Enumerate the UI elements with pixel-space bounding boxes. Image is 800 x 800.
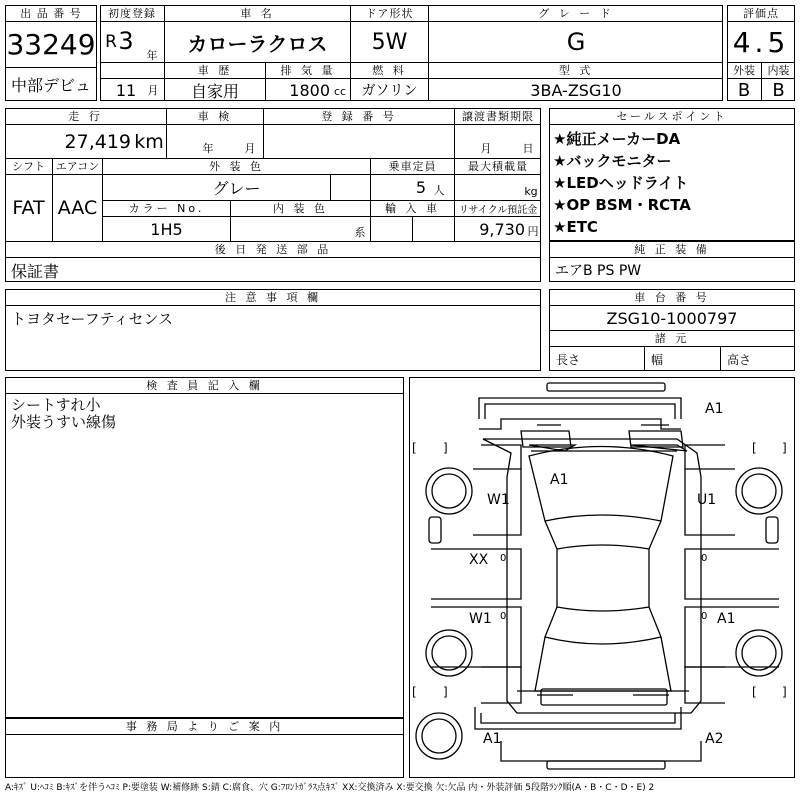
transfer-label: 譲渡書類期限 bbox=[462, 110, 534, 123]
exterior-grade: B bbox=[737, 79, 751, 101]
month-no: 11 bbox=[115, 80, 137, 100]
width-label: 幅 bbox=[651, 352, 664, 367]
mark-front-bumper: A1 bbox=[705, 401, 724, 417]
inspector-line: 外装うすい線傷 bbox=[11, 413, 117, 431]
color-no: 1H5 bbox=[150, 219, 183, 239]
mileage-label: 走 行 bbox=[68, 110, 103, 123]
history: 自家用 bbox=[190, 81, 239, 101]
bracket-left: [ bbox=[412, 441, 417, 455]
mark-hood: A1 bbox=[550, 472, 569, 488]
bracket-right: ] bbox=[782, 685, 787, 699]
color-label: 外 装 色 bbox=[209, 160, 264, 173]
inspector-line: シートすれ小 bbox=[11, 396, 101, 414]
color: グレー bbox=[212, 179, 261, 198]
bracket-right: ] bbox=[782, 441, 787, 455]
displacement-unit: cc bbox=[333, 84, 347, 98]
sales-point-item: ★純正メーカーDA bbox=[553, 130, 681, 148]
bracket-right: [ bbox=[752, 441, 757, 455]
mark-zero: 0 bbox=[701, 553, 708, 564]
sales-point-item: ★バックモニター bbox=[553, 152, 672, 170]
load-label: 最大積載量 bbox=[468, 160, 528, 173]
mark-quarter-right: A1 bbox=[717, 611, 736, 627]
recycle-unit: 円 bbox=[527, 225, 539, 238]
transfer-month-unit: 月 bbox=[480, 142, 492, 155]
ac-label: エアコン bbox=[55, 160, 100, 173]
mark-zero: 0 bbox=[500, 611, 507, 622]
recycle: 9,730 bbox=[479, 219, 525, 239]
accessories: 保証書 bbox=[11, 261, 60, 281]
mark-front-fender-left: W1 bbox=[487, 492, 510, 508]
bracket-left: [ bbox=[412, 685, 417, 699]
ac: AAC bbox=[57, 197, 98, 219]
capacity-unit: 人 bbox=[433, 184, 445, 197]
sales-points-list bbox=[553, 128, 793, 238]
lot-no-label: 出 品 番 号 bbox=[20, 7, 82, 20]
capacity: 5 bbox=[415, 178, 426, 197]
inspector-label: 検 査 員 記 入 欄 bbox=[146, 379, 263, 392]
color-no-label: カラー No. bbox=[128, 202, 205, 215]
debut-label: 中部デビュ bbox=[10, 76, 91, 95]
sales-point-item: ★LEDヘッドライト bbox=[553, 174, 689, 192]
import-label: 輸 入 車 bbox=[385, 202, 440, 215]
month-unit: 月 bbox=[147, 84, 159, 97]
car-name: カローラクロス bbox=[187, 31, 328, 56]
chassis-label: 車 台 番 号 bbox=[634, 291, 710, 304]
office-label: 事 務 局 よ り ご 案 内 bbox=[125, 720, 284, 733]
car-diagram bbox=[410, 378, 794, 777]
bracket-right: [ bbox=[752, 685, 757, 699]
grade-label: グ レ ー ド bbox=[538, 7, 614, 20]
dims-label: 諸 元 bbox=[654, 332, 690, 345]
interior-grade-label: 内装 bbox=[767, 64, 790, 77]
chassis-value: ZSG10-1000797 bbox=[606, 308, 738, 328]
first-reg-label: 初度登録 bbox=[108, 7, 156, 20]
interior-grade: B bbox=[772, 79, 785, 101]
equipment-label: 純 正 装 備 bbox=[634, 243, 710, 256]
car-diagram-box bbox=[409, 377, 795, 778]
model-label: 型 式 bbox=[558, 64, 594, 77]
score-label: 評価点 bbox=[743, 7, 779, 20]
sales-point-item: ★ETC bbox=[553, 218, 598, 236]
mileage-unit: km bbox=[134, 130, 164, 153]
door: 5W bbox=[371, 29, 408, 55]
height-label: 高さ bbox=[727, 352, 752, 367]
displacement-label: 排 気 量 bbox=[280, 64, 336, 77]
displacement: 1800 bbox=[289, 80, 330, 100]
era: R bbox=[105, 32, 117, 52]
recycle-label: リサイクル預託金 bbox=[458, 204, 538, 216]
lot-no: 33249 bbox=[6, 28, 96, 61]
inspection-label: 車 検 bbox=[197, 110, 233, 123]
plate-label: 登 録 番 号 bbox=[321, 110, 397, 123]
mark-front-fender-right: U1 bbox=[697, 492, 717, 508]
door-label: ドア形状 bbox=[365, 7, 414, 20]
transfer-day-unit: 日 bbox=[522, 142, 534, 155]
interior-color-label: 内 装 色 bbox=[273, 202, 328, 215]
score: 4.5 bbox=[732, 25, 790, 59]
sales-point-item: ★OP BSM・RCTA bbox=[553, 196, 691, 214]
shift: FAT bbox=[12, 197, 45, 219]
fuel-label: 燃 料 bbox=[372, 64, 407, 77]
interior-color-unit: 系 bbox=[354, 226, 366, 239]
length-label: 長さ bbox=[556, 352, 581, 367]
capacity-label: 乗車定員 bbox=[388, 160, 437, 173]
accessories-label: 後 日 発 送 部 品 bbox=[214, 243, 332, 256]
equipment-value: エアB PS PW bbox=[555, 263, 642, 279]
load-unit: kg bbox=[524, 184, 538, 198]
mark-rear-left: A1 bbox=[483, 731, 502, 747]
shift-label: シフト bbox=[12, 160, 45, 173]
year-no: 3 bbox=[118, 27, 134, 55]
car-name-label: 車 名 bbox=[240, 7, 275, 20]
mark-zero: 0 bbox=[500, 553, 507, 564]
sales-points-label: セールスポイント bbox=[616, 110, 728, 123]
mark-door-left-rear: W1 bbox=[469, 611, 492, 627]
history-label: 車 歴 bbox=[197, 64, 233, 77]
mark-rear-right: A2 bbox=[705, 731, 724, 747]
legend: A:ｷｽﾞ U:ﾍｺﾐ B:ｷｽﾞを伴うﾍｺﾐ P:要塗装 W:補修跡 S:錆 C:腐食、穴 G:ﾌﾛﾝﾄｶﾞﾗｽ点ｷｽﾞ XX:交換済み X:要交換 欠:欠品 内・外装評価 5段階ﾗﾝｸ順(A・B・C・D・E) 2 bbox=[5, 783, 655, 793]
model: 3BA-ZSG10 bbox=[530, 80, 622, 100]
notes-value: トヨタセーフティセンス bbox=[11, 310, 174, 328]
inspection-year-unit: 年 bbox=[202, 142, 214, 155]
inspection-month-unit: 月 bbox=[244, 142, 256, 155]
grade: G bbox=[566, 28, 586, 56]
notes-label: 注 意 事 項 欄 bbox=[225, 291, 321, 304]
bracket-left: ] bbox=[443, 441, 448, 455]
year-unit: 年 bbox=[146, 49, 158, 62]
fuel: ガソリン bbox=[361, 83, 418, 99]
bracket-left: ] bbox=[443, 685, 448, 699]
mark-door-left-front: XX bbox=[469, 552, 489, 568]
mileage: 27,419 bbox=[64, 130, 131, 153]
exterior-grade-label: 外装 bbox=[733, 64, 755, 77]
mark-zero: 0 bbox=[701, 611, 708, 622]
